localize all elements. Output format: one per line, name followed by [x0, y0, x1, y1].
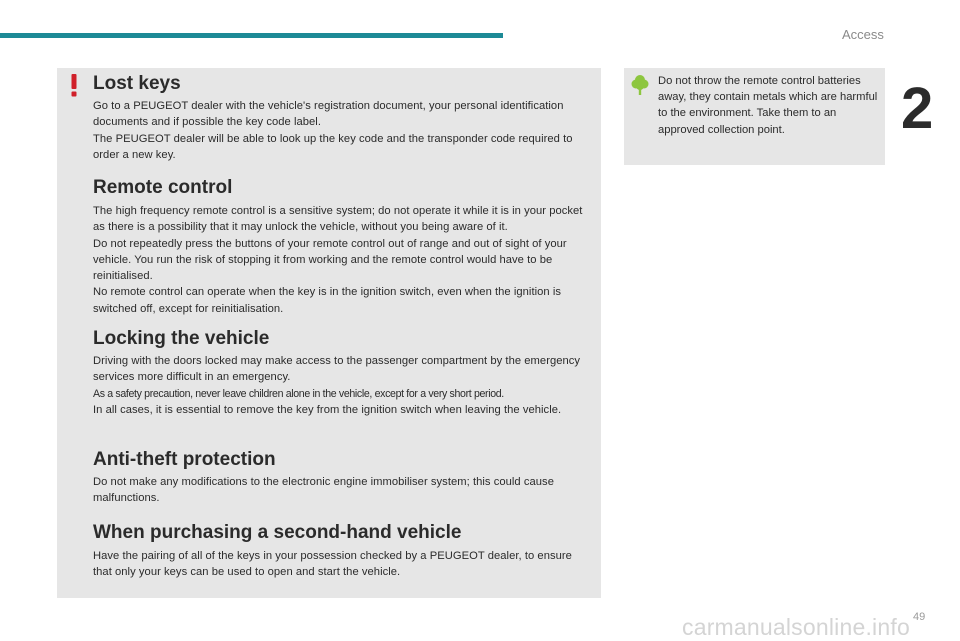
page-number: 49: [913, 611, 926, 623]
section-body: [93, 548, 593, 581]
paragraph: As a safety precaution, never leave children alone in the vehicle, except for a very short period.: [93, 387, 504, 400]
watermark: carmanualsonline.info: [682, 614, 910, 640]
section-locking-vehicle: [93, 328, 593, 350]
paragraph: The PEUGEOT dealer will be able to look up the key code and the transponder code required to order a new key.: [93, 132, 573, 161]
section-title: Lost keys: [93, 73, 181, 94]
exclamation-icon: [68, 73, 80, 97]
paragraph: Do not make any modifications to the electronic engine immobiliser system; this could cause malfunctions.: [93, 476, 554, 505]
section-label: Access: [842, 27, 884, 42]
section-title: Anti-theft protection: [93, 449, 276, 470]
paragraph: In all cases, it is essential to remove the key from the ignition switch when leaving the vehicle.: [93, 403, 562, 416]
paragraph: Go to a PEUGEOT dealer with the vehicle's registration document, your personal identification documents and if possible the key code label.: [93, 100, 564, 129]
paragraph: The high frequency remote control is a sensitive system; do not operate it while it is in your pocket as there is a possibility that it may unlock the vehicle, without you being aware of it.: [93, 205, 583, 234]
section-second-hand: [93, 522, 593, 544]
tree-icon: [631, 74, 649, 96]
section-title: When purchasing a second-hand vehicle: [93, 522, 462, 543]
header-accent-bar: [0, 33, 503, 38]
section-anti-theft: [93, 449, 593, 471]
section-title: Remote control: [93, 177, 233, 198]
section-body: [93, 474, 593, 507]
environment-note-text: Do not throw the remote control batteries away, they contain metals which are harmful to the environment. Take them to an approved collection point.: [658, 75, 878, 136]
paragraph: No remote control can operate when the key is in the ignition switch, even when the ignition is switched off, except for reinitialisation.: [93, 286, 562, 315]
section-body: [93, 203, 593, 317]
section-body: [93, 98, 593, 163]
section-lost-keys: [93, 73, 593, 95]
section-remote-control: [93, 177, 593, 199]
section-body: [93, 353, 593, 418]
paragraph: Driving with the doors locked may make access to the passenger compartment by the emergency services more difficult in an emergency.: [93, 355, 581, 384]
chapter-number: 2: [901, 76, 934, 141]
section-title: Locking the vehicle: [93, 328, 270, 349]
paragraph: Do not repeatedly press the buttons of your remote control out of range and out of sight of your vehicle. You run the risk of stopping it from working and the remote control would have to be reinitialised.: [93, 237, 567, 283]
paragraph: Have the pairing of all of the keys in your possession checked by a PEUGEOT dealer, to ensure that only your keys can be used to open and start the vehicle.: [93, 550, 572, 579]
